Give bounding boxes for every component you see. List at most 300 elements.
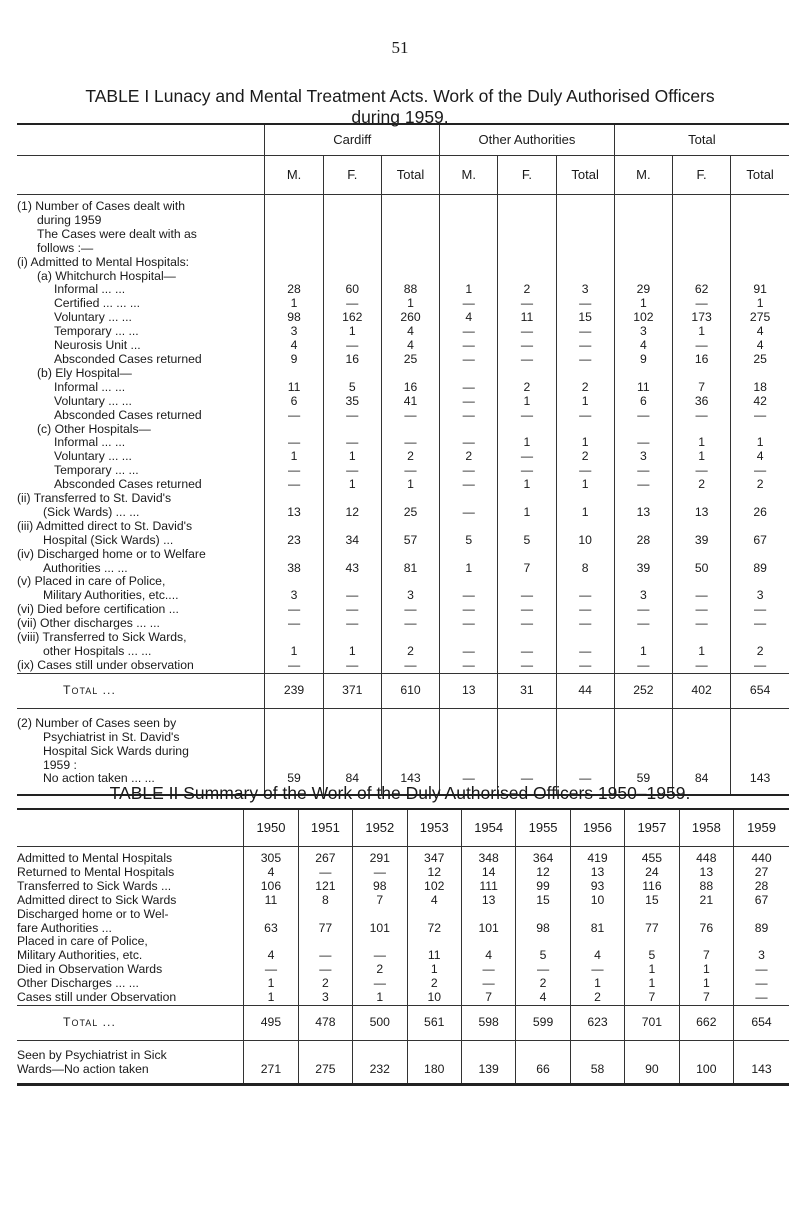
table1-row-a-0-label-cell <box>17 283 265 297</box>
table1-section2-line-2-row <box>17 745 789 759</box>
table1-no-action-value-8: 143 <box>731 772 789 795</box>
table1-row-c-0 <box>17 436 789 450</box>
table1-empty-cell <box>614 367 672 381</box>
table1-row-a-0-value-6: 29 <box>614 283 672 297</box>
table1-row-a-4-label: Neurosis Unit ... <box>54 338 141 353</box>
table1-row-viii-label: other Hospitals ... ... <box>43 644 152 658</box>
table1-row-a-1 <box>17 297 789 311</box>
table2-row-7-value-5: 2 <box>516 977 570 991</box>
table1-row-other-0-value-4: 1 <box>498 492 556 520</box>
table1-row-viii <box>17 631 789 659</box>
table1-empty-cell <box>265 367 323 381</box>
table1-total-value-1: 371 <box>323 673 381 708</box>
table1-row-a-4-value-4: — <box>498 339 556 353</box>
table1-no-action-value-1: 84 <box>323 772 381 795</box>
table1-subheader-2: Total <box>381 156 439 195</box>
table1-empty-cell <box>440 717 498 731</box>
table1-empty-cell <box>498 731 556 745</box>
table1-subheader-4: F. <box>498 156 556 195</box>
table1-empty-cell <box>672 242 730 256</box>
table1-row-other-3-value-1: — <box>323 575 381 603</box>
table1-row-a-0-value-5: 3 <box>556 283 614 297</box>
table1-row-a-0-value-0: 28 <box>265 283 323 297</box>
table1-empty-cell <box>731 242 789 256</box>
table2-row-7-value-6: 1 <box>570 977 624 991</box>
table1-row-b-2-label-cell <box>17 409 265 423</box>
table2-row-6-label-cell <box>17 963 244 977</box>
table1-row-a-1-value-0: 1 <box>265 297 323 311</box>
table1-row-c-0-value-6: — <box>614 436 672 450</box>
table2-year-6: 1956 <box>570 809 624 847</box>
table2-row-5-value-0: 4 <box>244 935 298 963</box>
table2-row-8-value-0: 1 <box>244 991 298 1005</box>
table2-row-5-label-cell <box>17 935 244 963</box>
table1-empty-cell <box>498 214 556 228</box>
table2-row-4-value-8: 76 <box>679 908 733 936</box>
table2-total-value-2: 500 <box>353 1005 407 1040</box>
table1-section2-line-1: Psychiatrist in St. David's <box>43 729 180 744</box>
table1-row-vi-value-2: — <box>381 603 439 617</box>
table1-row-other-3-value-2: 3 <box>381 575 439 603</box>
table1-row-b-0-value-3: — <box>440 381 498 395</box>
table2-row-7-label-cell <box>17 977 244 991</box>
table2-row-8 <box>17 991 789 1005</box>
table1-row-c-2-value-8: — <box>731 464 789 478</box>
table2-row-2-value-0: 106 <box>244 880 298 894</box>
table1-row-c-2-value-2: — <box>381 464 439 478</box>
table2-spacer-cell <box>679 1040 733 1049</box>
table2-row-7 <box>17 977 789 991</box>
table1-empty-cell <box>498 745 556 759</box>
table2-row-5-value-9: 3 <box>734 935 789 963</box>
table1-empty-cell <box>731 759 789 773</box>
table1 <box>17 123 789 796</box>
table2-row-label: Admitted direct to Sick Wards <box>17 892 177 907</box>
table1-row-b-0-value-0: 11 <box>265 381 323 395</box>
table1-row-a-3-value-6: 3 <box>614 325 672 339</box>
table1-row-vii-value-6: — <box>614 617 672 631</box>
table1-group-1: Other Authorities <box>440 124 615 156</box>
table1-empty-cell <box>381 759 439 773</box>
table1-row-c-0-value-5: 1 <box>556 436 614 450</box>
table1-section2-line-0-row <box>17 717 789 731</box>
table1-section1-line-2: The Cases were dealt with as <box>37 226 197 241</box>
table2-year-8: 1958 <box>679 809 733 847</box>
table1-row-vi-value-6: — <box>614 603 672 617</box>
table2-row-1-value-6: 13 <box>570 866 624 880</box>
table1-row-b-2-value-5: — <box>556 409 614 423</box>
table1-row-a-4-label-cell <box>17 339 265 353</box>
table2-spacer-cell <box>734 1040 789 1049</box>
table1-head-b-row <box>17 367 789 381</box>
table1-empty-cell <box>614 423 672 437</box>
table1-no-action-value-0: 59 <box>265 772 323 795</box>
table2-total-value-3: 561 <box>407 1005 461 1040</box>
page-number: 51 <box>391 38 409 57</box>
table1-empty-cell <box>672 256 730 270</box>
table1-spacer-cell <box>323 708 381 717</box>
table1-row-other-1-label: (iii) Admitted direct to St. David's <box>17 518 193 533</box>
table2-seen-value-1: 275 <box>298 1049 352 1084</box>
table2-row-5-value-8: 7 <box>679 935 733 963</box>
table2-row-4-value-1: 77 <box>298 908 352 936</box>
table2-row-8-value-5: 4 <box>516 991 570 1005</box>
table2-row-7-value-8: 1 <box>679 977 733 991</box>
table1-empty-cell <box>556 717 614 731</box>
table1-section1-line-0: (1) Number of Cases dealt with <box>17 199 185 213</box>
table1-empty-cell <box>381 228 439 242</box>
table1-row-c-3 <box>17 478 789 492</box>
table1-empty-cell <box>323 759 381 773</box>
table1-empty-cell <box>440 214 498 228</box>
table2-row-3-value-8: 21 <box>679 894 733 908</box>
table1-row-viii-value-0: 1 <box>265 631 323 659</box>
table1-row-a-3-value-1: 1 <box>323 325 381 339</box>
table1-row-viii-value-5: — <box>556 631 614 659</box>
table1-row-vii-value-5: — <box>556 617 614 631</box>
table1-spacer-cell <box>556 708 614 717</box>
table1-row-a-2-value-6: 102 <box>614 311 672 325</box>
table1-row-c-3-value-7: 2 <box>672 478 730 492</box>
table1-row-c-0-value-1: — <box>323 436 381 450</box>
table1-row-vii-value-3: — <box>440 617 498 631</box>
table2-row-3-value-3: 4 <box>407 894 461 908</box>
table1-empty-cell <box>323 214 381 228</box>
table1-section1-line-5: (a) Whitchurch Hospital— <box>37 268 176 283</box>
table2-row-7-value-4: — <box>461 977 515 991</box>
table1-row-a-4-value-8: 4 <box>731 339 789 353</box>
table1-row-other-3 <box>17 575 789 603</box>
table1-empty-cell <box>381 214 439 228</box>
table1-empty-cell <box>672 214 730 228</box>
table1-row-other-1-value-0: 23 <box>265 520 323 548</box>
table1-empty-cell <box>440 423 498 437</box>
table1-head-b: (b) Ely Hospital— <box>37 365 132 380</box>
table2-row-0-value-5: 364 <box>516 852 570 866</box>
table1-group-2: Total <box>614 124 789 156</box>
table1-row-vi-value-1: — <box>323 603 381 617</box>
table2-row-8-label-cell <box>17 991 244 1005</box>
table2-row-label: Returned to Mental Hospitals <box>17 864 175 879</box>
table1-empty-cell <box>381 270 439 284</box>
table1-row-other-3-value-4: — <box>498 575 556 603</box>
table1-total-value-2: 610 <box>381 673 439 708</box>
table1-row-c-3-value-4: 1 <box>498 478 556 492</box>
table1-subheader-row <box>17 156 789 195</box>
table1-row-other-1-label: Hospital (Sick Wards) ... <box>43 532 174 547</box>
table1-empty-cell <box>381 731 439 745</box>
table1-row-vii-value-2: — <box>381 617 439 631</box>
table1-row-b-0-value-6: 11 <box>614 381 672 395</box>
table2-row-7-value-3: 2 <box>407 977 461 991</box>
table2-total-value-4: 598 <box>461 1005 515 1040</box>
table1-total-label <box>17 673 265 708</box>
table2-row-8-value-1: 3 <box>298 991 352 1005</box>
table1-empty-cell <box>614 242 672 256</box>
table1-empty-cell <box>614 270 672 284</box>
table2-row-4-value-5: 98 <box>516 908 570 936</box>
table2-row-8-value-2: 1 <box>353 991 407 1005</box>
table2-row-2-value-1: 121 <box>298 880 352 894</box>
table2-year-2: 1952 <box>353 809 407 847</box>
table1-row-b-2 <box>17 409 789 423</box>
table1-row-b-0-value-5: 2 <box>556 381 614 395</box>
table1-row-a-1-value-1: — <box>323 297 381 311</box>
table2-row-5-value-4: 4 <box>461 935 515 963</box>
table1-empty-cell <box>672 270 730 284</box>
table2-row-2-value-4: 111 <box>461 880 515 894</box>
table1-row-other-0-value-2: 25 <box>381 492 439 520</box>
table1-row-a-0-value-2: 88 <box>381 283 439 297</box>
table2-row-0-value-6: 419 <box>570 852 624 866</box>
table1-section2-line-1-row <box>17 731 789 745</box>
table1-no-action-value-4: — <box>498 772 556 795</box>
table1-spacer-cell <box>731 708 789 717</box>
table1-row-c-1 <box>17 450 789 464</box>
table1-row-b-0 <box>17 381 789 395</box>
table1-row-b-1-value-0: 6 <box>265 395 323 409</box>
table1-empty-cell <box>556 745 614 759</box>
table1-row-c-2-label-cell <box>17 464 265 478</box>
table1-row-a-5-value-7: 16 <box>672 353 730 367</box>
table2-total-text: Total ... <box>63 1015 116 1030</box>
table1-empty-cell <box>556 214 614 228</box>
table1-spacer-cell <box>672 708 730 717</box>
table1-spacer-cell <box>381 708 439 717</box>
table1-row-other-1 <box>17 520 789 548</box>
table1-empty-cell <box>440 745 498 759</box>
table1-empty-cell <box>381 423 439 437</box>
table1-row-a-5-label-cell <box>17 353 265 367</box>
table2-row-1-value-7: 24 <box>625 866 679 880</box>
table1-title-line1: TABLE I Lunacy and Mental Treatment Acts. Work of the Duly Authorised Officers <box>85 86 715 106</box>
table1-empty-cell <box>614 759 672 773</box>
table1-row-a-4 <box>17 339 789 353</box>
table1-row-other-3-value-6: 3 <box>614 575 672 603</box>
table1-empty-cell <box>556 200 614 214</box>
table1-empty-cell <box>381 717 439 731</box>
table1-row-ix-value-5: — <box>556 659 614 673</box>
table1-no-action-label: No action taken ... ... <box>17 772 265 795</box>
table2-row-3-value-5: 15 <box>516 894 570 908</box>
table1-row-other-0-label: (ii) Transferred to St. David's <box>17 491 172 506</box>
table1-empty-cell <box>731 423 789 437</box>
table2-row-2 <box>17 880 789 894</box>
table1-row-ix-value-1: — <box>323 659 381 673</box>
table1-row-b-1-value-1: 35 <box>323 395 381 409</box>
table1-empty-cell <box>323 423 381 437</box>
table1-empty-cell <box>265 745 323 759</box>
table1-row-a-2-label: Voluntary ... ... <box>54 310 132 325</box>
table1-section1-line-3: follows :— <box>37 240 94 255</box>
table2-row-0-value-8: 448 <box>679 852 733 866</box>
table1-row-b-0-value-4: 2 <box>498 381 556 395</box>
table1-empty-cell <box>556 367 614 381</box>
table1-row-c-1-value-6: 3 <box>614 450 672 464</box>
table1-row-a-5-value-5: — <box>556 353 614 367</box>
table2-seen-value-3: 180 <box>407 1049 461 1084</box>
table1-empty-cell <box>498 367 556 381</box>
table1-row-b-1-label: Voluntary ... ... <box>54 393 132 408</box>
table1-no-action-value-7: 84 <box>672 772 730 795</box>
table1-row-vi-value-3: — <box>440 603 498 617</box>
table1-row-ix-value-3: — <box>440 659 498 673</box>
table2-row-8-value-7: 7 <box>625 991 679 1005</box>
table1-row-b-2-value-8: — <box>731 409 789 423</box>
table1-row-other-2-value-7: 50 <box>672 548 730 576</box>
table1-row-other-2-label-cell <box>17 548 265 576</box>
table1-row-vi-value-4: — <box>498 603 556 617</box>
table1-row-other-2 <box>17 548 789 576</box>
table2-spacer-cell <box>407 1040 461 1049</box>
table2-seen-label-2: Wards—No action taken <box>17 1061 149 1076</box>
table1-section2-line-0: (2) Number of Cases seen by <box>17 715 177 730</box>
table2-row-3-value-7: 15 <box>625 894 679 908</box>
table1-row-other-2-value-1: 43 <box>323 548 381 576</box>
table1-row-c-1-label-cell <box>17 450 265 464</box>
table2-row-6-value-9: — <box>734 963 789 977</box>
table1-row-b-1-value-5: 1 <box>556 395 614 409</box>
table1-empty-cell <box>498 200 556 214</box>
table1-row-b-1-value-4: 1 <box>498 395 556 409</box>
table1-empty-cell <box>672 717 730 731</box>
table1-row-ix-label-cell <box>17 659 265 673</box>
table1-empty-cell <box>672 759 730 773</box>
table1-row-vii-value-0: — <box>265 617 323 631</box>
table1-no-action-value-5: — <box>556 772 614 795</box>
table2-row-4 <box>17 908 789 936</box>
table1-row-other-2-value-4: 7 <box>498 548 556 576</box>
table1-row-vi-value-7: — <box>672 603 730 617</box>
table1-row-a-3-value-8: 4 <box>731 325 789 339</box>
table2-row-1-value-2: — <box>353 866 407 880</box>
table1-section1-line-1: during 1959 <box>37 212 102 227</box>
table2-seen-value-6: 58 <box>570 1049 624 1084</box>
table1-empty-cell <box>440 759 498 773</box>
table1-row-a-3-value-3: — <box>440 325 498 339</box>
table1-row-c-1-value-0: 1 <box>265 450 323 464</box>
table1-row-c-0-value-3: — <box>440 436 498 450</box>
table1-row-a-1-value-5: — <box>556 297 614 311</box>
table1-row-b-1-value-2: 41 <box>381 395 439 409</box>
table1-row-a-1-value-3: — <box>440 297 498 311</box>
table1-row-b-2-label: Absconded Cases returned <box>54 407 202 422</box>
table1-empty-cell <box>381 256 439 270</box>
table1-total-text: Total ... <box>63 682 116 697</box>
table1-row-b-2-value-6: — <box>614 409 672 423</box>
table1-row-a-2-label-cell <box>17 311 265 325</box>
table1-row-a-5-label: Absconded Cases returned <box>54 351 202 366</box>
table1-subheader-6: M. <box>614 156 672 195</box>
table1-row-a-5-value-2: 25 <box>381 353 439 367</box>
table1-subheader-0: M. <box>265 156 323 195</box>
table1-row-c-2 <box>17 464 789 478</box>
table1-empty-cell <box>731 214 789 228</box>
table1-row-a-0-value-1: 60 <box>323 283 381 297</box>
table1-empty-cell <box>614 717 672 731</box>
table1-row-other-2-label: (iv) Discharged home or to Welfare <box>17 546 206 561</box>
table1-empty-cell <box>556 759 614 773</box>
table1-row-a-5-value-4: — <box>498 353 556 367</box>
table1-row-ix <box>17 659 789 673</box>
table1-row-other-1-value-1: 34 <box>323 520 381 548</box>
table1-empty-cell <box>614 731 672 745</box>
table1-row-other-3-label: (v) Placed in care of Police, <box>17 574 166 589</box>
table2-row-3-value-4: 13 <box>461 894 515 908</box>
table2-year-0: 1950 <box>244 809 298 847</box>
table2-row-label: Transferred to Sick Wards ... <box>17 878 172 893</box>
table2-row-2-value-8: 88 <box>679 880 733 894</box>
table1-row-a-4-value-2: 4 <box>381 339 439 353</box>
table1-row-a-3-label: Temporary ... ... <box>54 324 139 339</box>
table1-row-a-1-value-4: — <box>498 297 556 311</box>
table1-row-a-3-value-0: 3 <box>265 325 323 339</box>
table1-row-vi-value-0: — <box>265 603 323 617</box>
table1-row-other-0-label: (Sick Wards) ... ... <box>43 504 140 519</box>
table2-row-3-label-cell <box>17 894 244 908</box>
table1-row-other-2-value-3: 1 <box>440 548 498 576</box>
table1-row-ix-value-0: — <box>265 659 323 673</box>
table2-total-value-8: 662 <box>679 1005 733 1040</box>
table2-row-5-value-3: 11 <box>407 935 461 963</box>
table2-year-3: 1953 <box>407 809 461 847</box>
table2-row-8-value-8: 7 <box>679 991 733 1005</box>
table2-row-8-value-6: 2 <box>570 991 624 1005</box>
table2-row-2-value-3: 102 <box>407 880 461 894</box>
table1-section1-line-4-row <box>17 256 789 270</box>
table1-row-a-2 <box>17 311 789 325</box>
table2-row-4-value-2: 101 <box>353 908 407 936</box>
table1-row-c-0-value-8: 1 <box>731 436 789 450</box>
table1-spacer-cell <box>498 708 556 717</box>
table2-row-0-value-9: 440 <box>734 852 789 866</box>
table2-row-label-cont: Military Authorities, etc. <box>17 948 143 963</box>
table1-empty-cell <box>440 270 498 284</box>
table1-row-a-4-value-5: — <box>556 339 614 353</box>
table2-row-5-value-2: — <box>353 935 407 963</box>
table2-seen-value-7: 90 <box>625 1049 679 1084</box>
table1-row-other-3-value-3: — <box>440 575 498 603</box>
table1-empty-cell <box>265 242 323 256</box>
table2-row-2-value-5: 99 <box>516 880 570 894</box>
table1-empty-cell <box>381 242 439 256</box>
table1-row-c-3-label-cell <box>17 478 265 492</box>
table2-row-5-value-7: 5 <box>625 935 679 963</box>
table1-row-a-3-label-cell <box>17 325 265 339</box>
table1-row-other-1-label-cell <box>17 520 265 548</box>
table1-row-c-2-value-5: — <box>556 464 614 478</box>
table1-row-b-0-value-7: 7 <box>672 381 730 395</box>
table2-row-8-value-9: — <box>734 991 789 1005</box>
table2-row-4-value-0: 63 <box>244 908 298 936</box>
table2-total-value-1: 478 <box>298 1005 352 1040</box>
table1-row-viii-label: (viii) Transferred to Sick Wards, <box>17 630 187 645</box>
table1-empty-cell <box>265 759 323 773</box>
table1-empty-cell <box>440 200 498 214</box>
table1-row-c-2-value-1: — <box>323 464 381 478</box>
table1-empty-cell <box>265 270 323 284</box>
table1-empty-cell <box>556 423 614 437</box>
table1-row-ix-value-8: — <box>731 659 789 673</box>
table1-row-c-1-value-8: 4 <box>731 450 789 464</box>
table1-row-a-3-value-4: — <box>498 325 556 339</box>
table1-row-other-0 <box>17 492 789 520</box>
table1-row-other-0-label-cell <box>17 492 265 520</box>
table2-row-3-value-2: 7 <box>353 894 407 908</box>
table1-row-a-2-value-2: 260 <box>381 311 439 325</box>
table1-row-vi-label: (vi) Died before certification ... <box>17 602 179 617</box>
table2-row-1 <box>17 866 789 880</box>
